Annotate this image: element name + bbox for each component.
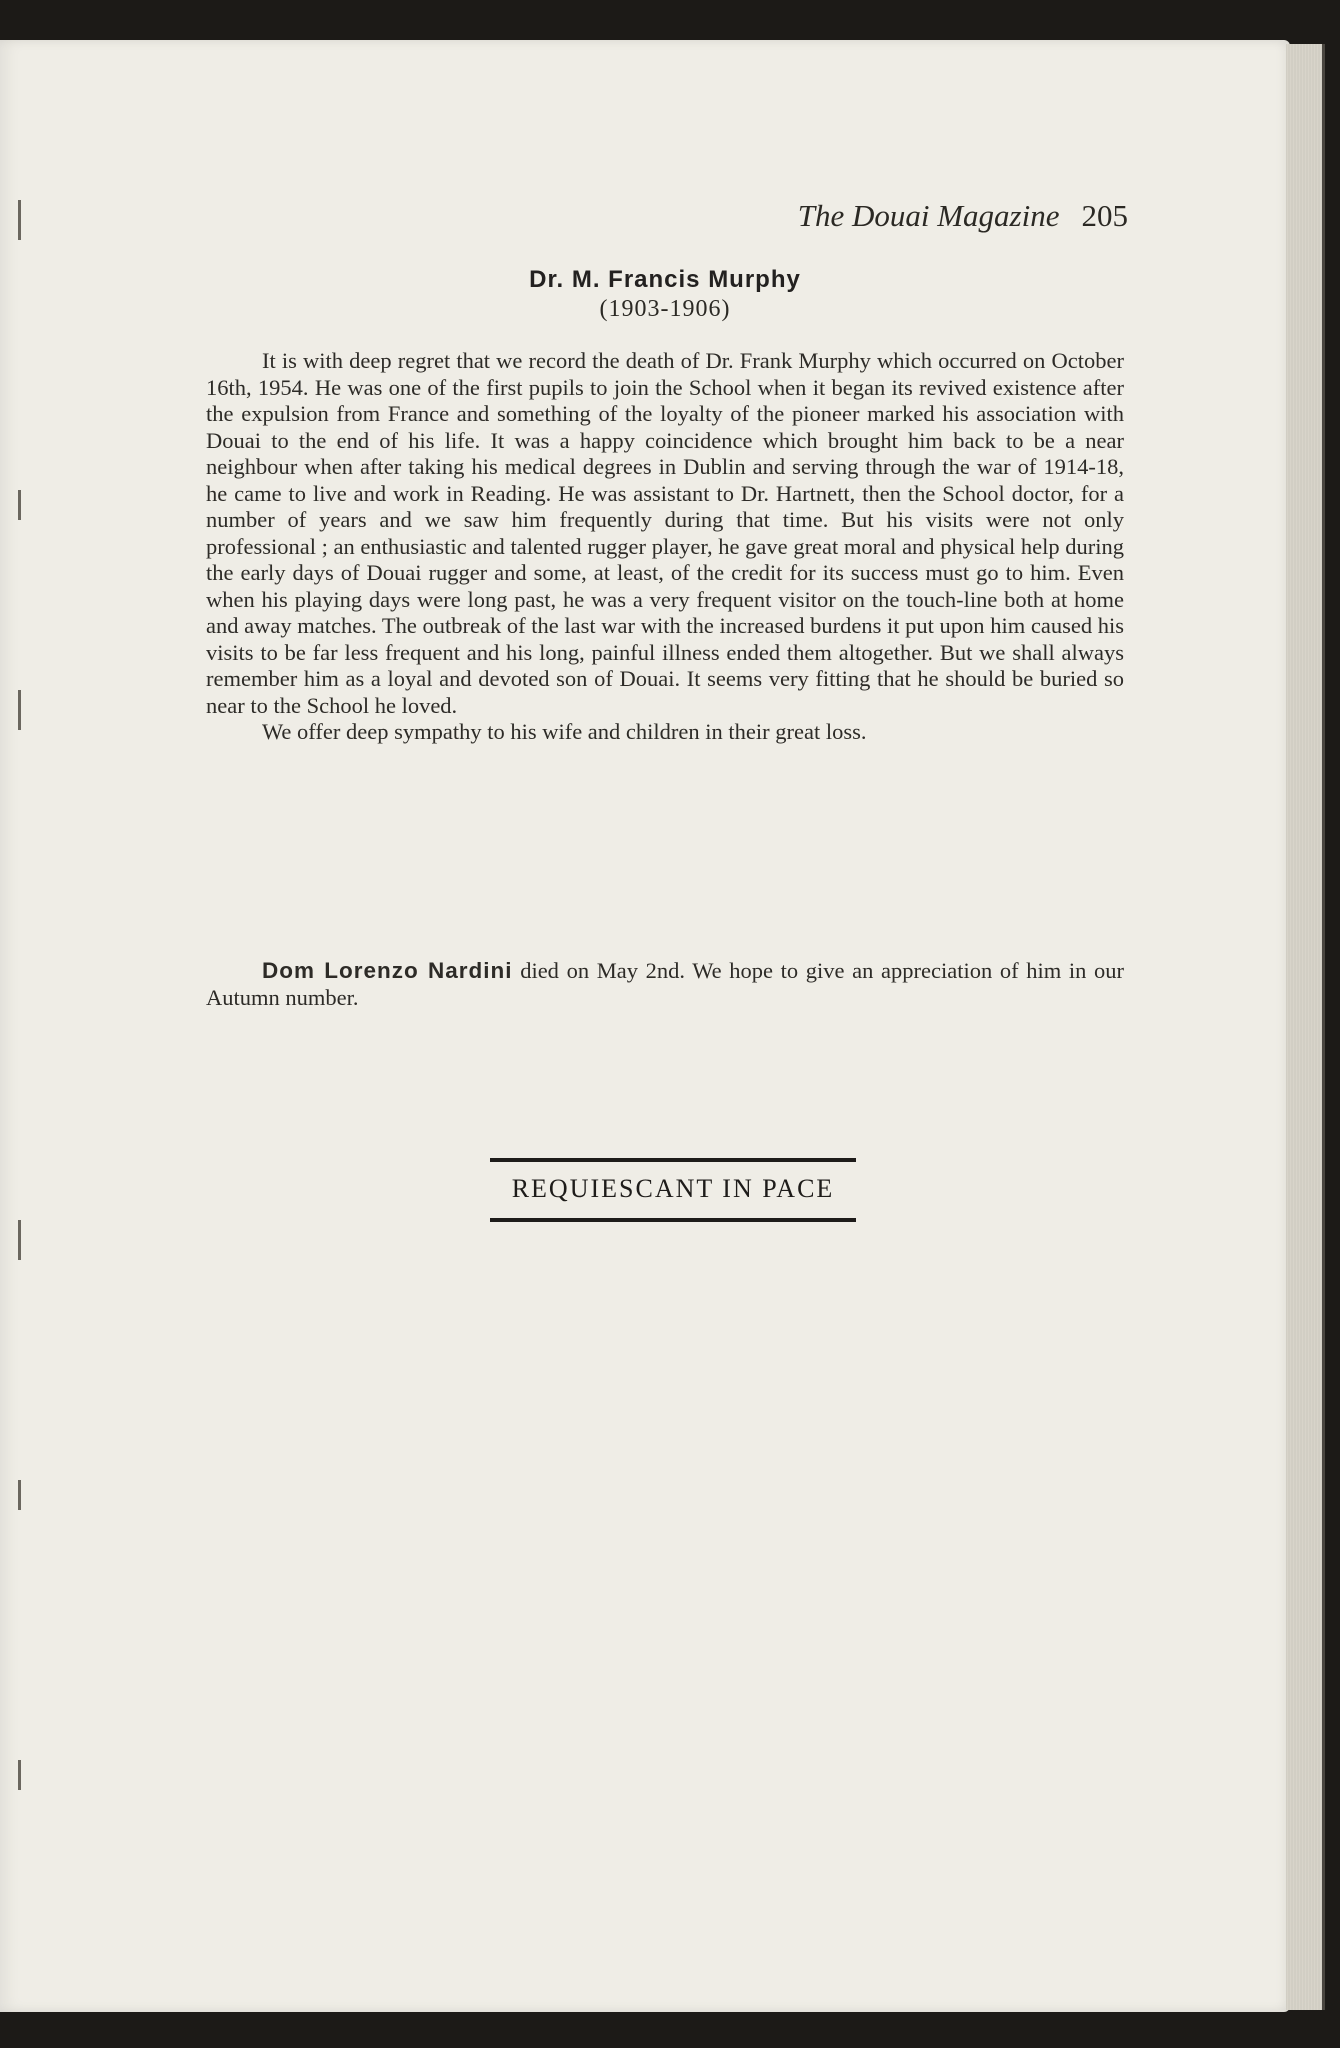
binding-mark [18, 690, 21, 730]
death-notice [206, 958, 1124, 1011]
running-head [640, 198, 1128, 234]
closing-text: REQUIESCANT IN PACE [511, 1174, 835, 1203]
notice-text: died on May 2nd. We hope to give an appreciation of him in our Autumn number. [206, 958, 1125, 1010]
notice-name: Dom Lorenzo Nardini [262, 958, 513, 983]
binding-mark [18, 200, 21, 240]
binding-marks [18, 40, 22, 2012]
book-page [0, 40, 1290, 2012]
binding-mark [18, 1760, 21, 1790]
obituary-paragraph: We offer deep sympathy to his wife and children in their great loss. [262, 719, 867, 744]
obituary-heading: Dr. M. Francis Murphy [529, 266, 801, 293]
binding-mark [18, 1480, 21, 1510]
page-number: 205 [1081, 198, 1128, 233]
closing-block [490, 1158, 856, 1222]
obituary-years: (1903-1906) [599, 296, 731, 322]
obituary-paragraph: It is with deep regret that we record the death of Dr. Frank Murphy which occurred on October 16th, 1954. He was one of the first pupils to join the School when it began its revived existence after the expulsion from France and something of the loyalty of the pioneer marked his association with Douai to the end of his life. It was a happy coincidence which brought him back to be a near neighbour when after taking his medical degrees in Dublin and serving through the war of 1914-18, he came to live and work in Reading. He was assistant to Dr. Hartnett, then the School doctor, for a number of years and we saw him frequently during that time. But his visits were not only professional ; an enthusiastic and talented rugger player, he gave great moral and physical help during the early days of Douai rugger and some, at least, of the credit for its success must go to him. Even when his playing days were long past, he was a very frequent visitor on the touch-line both at home and away matches. The outbreak of the last war with the increased burdens it put upon him caused his visits to be far less frequent and his long, painful illness ended them altogether. But we shall always remember him as a loyal and devoted son of Douai. It seems very fitting that he should be buried so near to the School he loved. [206, 348, 1124, 718]
magazine-title: The Douai Magazine [797, 198, 1060, 233]
binding-mark [18, 490, 21, 520]
bottom-rule [490, 1218, 856, 1222]
page-edges [1286, 44, 1325, 2010]
binding-mark [18, 1220, 21, 1260]
obituary-body [206, 348, 1124, 746]
